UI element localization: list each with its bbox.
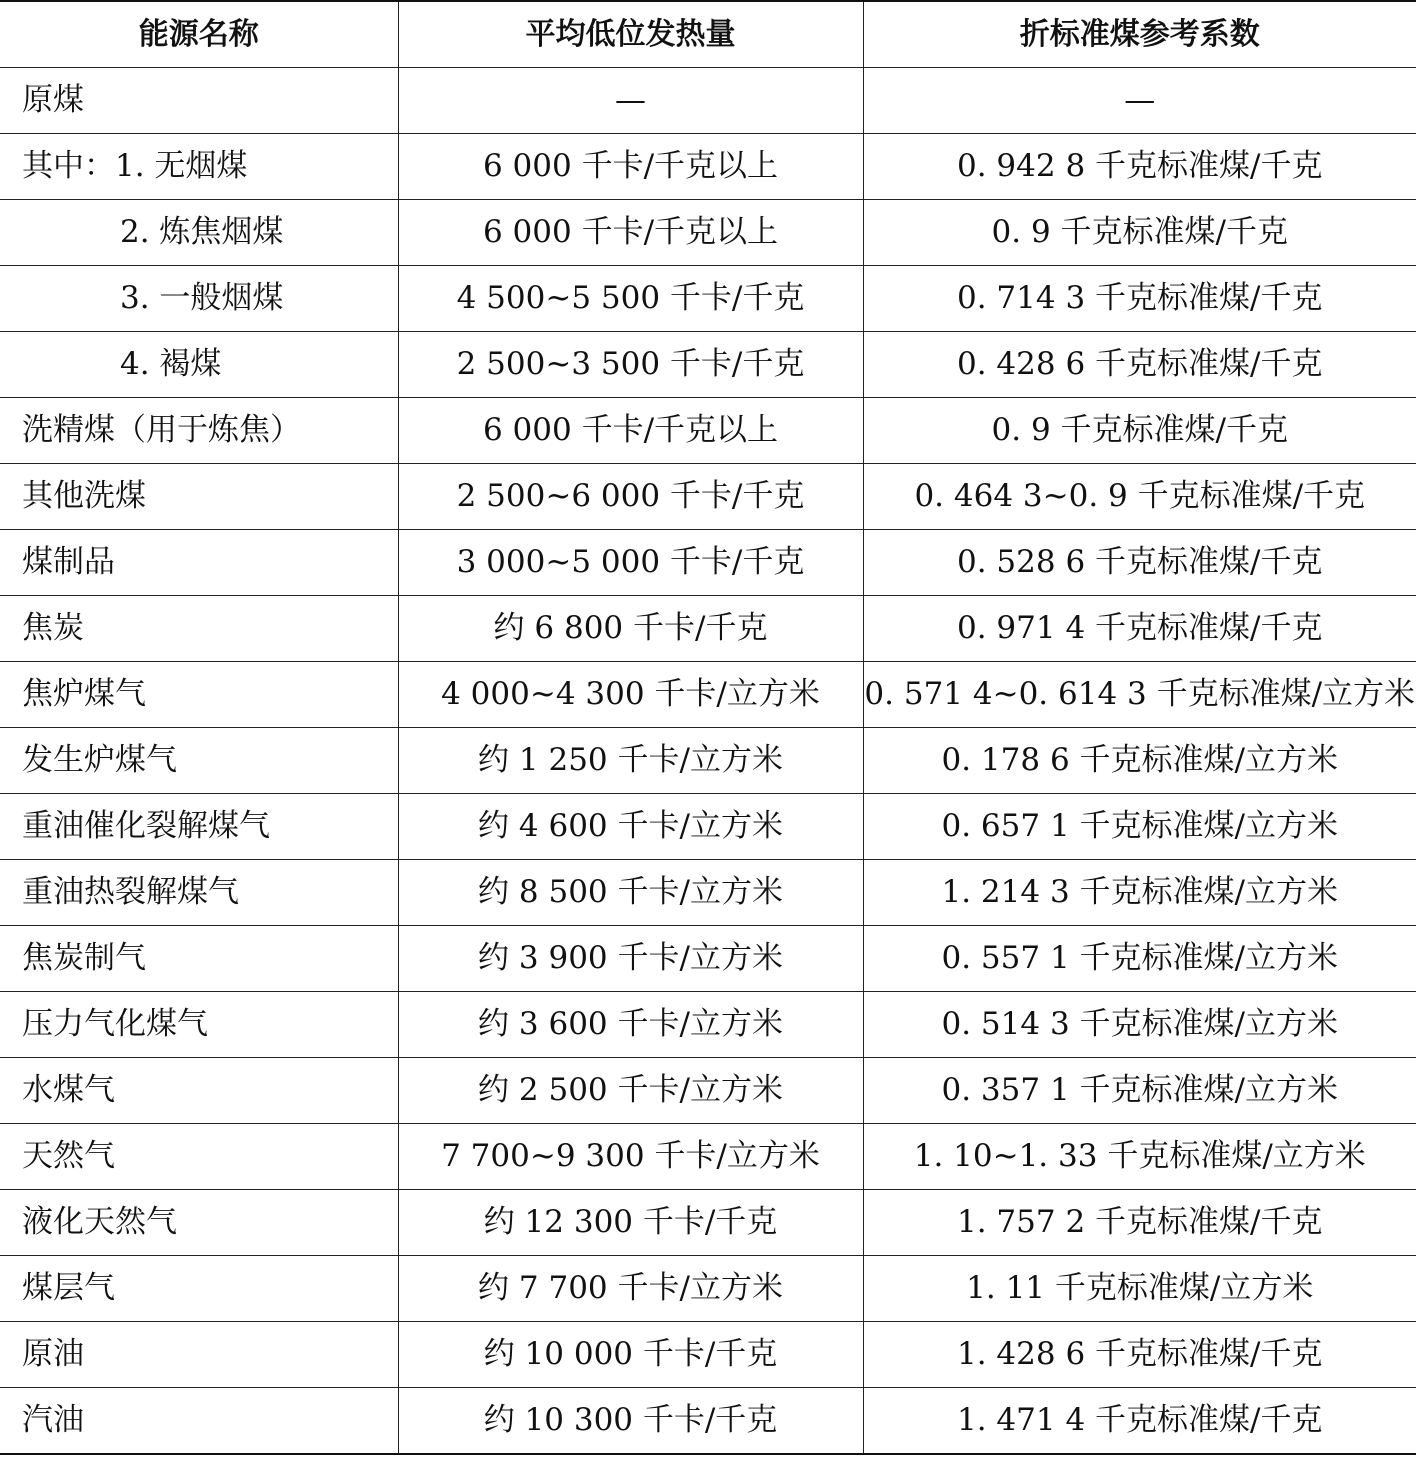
heat-value-cell: 6 000 千卡/千克以上 — [398, 200, 863, 266]
energy-name-cell: 发生炉煤气 — [0, 728, 398, 794]
header-row — [0, 1, 1416, 68]
coefficient-cell: — — [863, 68, 1416, 134]
heat-value-cell: — — [398, 68, 863, 134]
heat-value-cell: 约 12 300 千卡/千克 — [398, 1190, 863, 1256]
table-row — [0, 332, 1416, 398]
coefficient-cell: 0. 971 4 千克标准煤/千克 — [863, 596, 1416, 662]
energy-name-cell: 煤层气 — [0, 1256, 398, 1322]
heat-value-cell: 约 2 500 千卡/立方米 — [398, 1058, 863, 1124]
energy-name-cell: 汽油 — [0, 1388, 398, 1455]
heat-value-cell: 2 500~6 000 千卡/千克 — [398, 464, 863, 530]
heat-value-cell: 4 000~4 300 千卡/立方米 — [398, 662, 863, 728]
energy-name-cell: 液化天然气 — [0, 1190, 398, 1256]
header-coal-coefficient: 折标准煤参考系数 — [863, 1, 1416, 68]
heat-value-cell: 约 3 600 千卡/立方米 — [398, 992, 863, 1058]
table-row — [0, 728, 1416, 794]
coefficient-cell: 0. 942 8 千克标准煤/千克 — [863, 134, 1416, 200]
energy-name-cell: 4. 褐煤 — [0, 332, 398, 398]
table-body — [0, 68, 1416, 1455]
energy-name-cell: 水煤气 — [0, 1058, 398, 1124]
energy-name-cell: 3. 一般烟煤 — [0, 266, 398, 332]
coefficient-cell: 0. 514 3 千克标准煤/立方米 — [863, 992, 1416, 1058]
heat-value-cell: 约 4 600 千卡/立方米 — [398, 794, 863, 860]
energy-name-cell: 其中：1. 无烟煤 — [0, 134, 398, 200]
table-row — [0, 68, 1416, 134]
table-row — [0, 992, 1416, 1058]
energy-name-cell: 焦炭制气 — [0, 926, 398, 992]
table-row — [0, 530, 1416, 596]
heat-value-cell: 6 000 千卡/千克以上 — [398, 398, 863, 464]
energy-name-cell: 洗精煤（用于炼焦） — [0, 398, 398, 464]
heat-value-cell: 6 000 千卡/千克以上 — [398, 134, 863, 200]
coefficient-cell: 1. 10~1. 33 千克标准煤/立方米 — [863, 1124, 1416, 1190]
energy-name-cell: 其他洗煤 — [0, 464, 398, 530]
heat-value-cell: 7 700~9 300 千卡/立方米 — [398, 1124, 863, 1190]
heat-value-cell: 约 10 300 千卡/千克 — [398, 1388, 863, 1455]
energy-name-cell: 重油热裂解煤气 — [0, 860, 398, 926]
heat-value-cell: 4 500~5 500 千卡/千克 — [398, 266, 863, 332]
table-row — [0, 398, 1416, 464]
table-row — [0, 134, 1416, 200]
coefficient-cell: 1. 757 2 千克标准煤/千克 — [863, 1190, 1416, 1256]
coefficient-cell: 0. 428 6 千克标准煤/千克 — [863, 332, 1416, 398]
energy-name-cell: 焦炭 — [0, 596, 398, 662]
coefficient-cell: 0. 9 千克标准煤/千克 — [863, 398, 1416, 464]
energy-name-cell: 原油 — [0, 1322, 398, 1388]
energy-name-cell: 煤制品 — [0, 530, 398, 596]
heat-value-cell: 约 3 900 千卡/立方米 — [398, 926, 863, 992]
table-row — [0, 1058, 1416, 1124]
energy-name-cell: 2. 炼焦烟煤 — [0, 200, 398, 266]
energy-name-cell: 焦炉煤气 — [0, 662, 398, 728]
coefficient-cell: 0. 357 1 千克标准煤/立方米 — [863, 1058, 1416, 1124]
heat-value-cell: 约 1 250 千卡/立方米 — [398, 728, 863, 794]
table-row — [0, 1190, 1416, 1256]
header-avg-heat-value: 平均低位发热量 — [398, 1, 863, 68]
heat-value-cell: 2 500~3 500 千卡/千克 — [398, 332, 863, 398]
coefficient-cell: 0. 557 1 千克标准煤/立方米 — [863, 926, 1416, 992]
energy-name-cell: 原煤 — [0, 68, 398, 134]
coefficient-cell: 0. 464 3~0. 9 千克标准煤/千克 — [863, 464, 1416, 530]
table-row — [0, 926, 1416, 992]
table-row — [0, 794, 1416, 860]
heat-value-cell: 约 6 800 千卡/千克 — [398, 596, 863, 662]
coefficient-cell: 1. 11 千克标准煤/立方米 — [863, 1256, 1416, 1322]
heat-value-cell: 3 000~5 000 千卡/千克 — [398, 530, 863, 596]
heat-value-cell: 约 8 500 千卡/立方米 — [398, 860, 863, 926]
table-row — [0, 1322, 1416, 1388]
coefficient-cell: 1. 428 6 千克标准煤/千克 — [863, 1322, 1416, 1388]
coefficient-cell: 0. 178 6 千克标准煤/立方米 — [863, 728, 1416, 794]
table-row — [0, 464, 1416, 530]
table-row — [0, 1388, 1416, 1455]
table-row — [0, 200, 1416, 266]
coefficient-cell: 0. 714 3 千克标准煤/千克 — [863, 266, 1416, 332]
coefficient-cell: 0. 571 4~0. 614 3 千克标准煤/立方米 — [863, 662, 1416, 728]
energy-name-cell: 天然气 — [0, 1124, 398, 1190]
table-row — [0, 662, 1416, 728]
coefficient-cell: 1. 214 3 千克标准煤/立方米 — [863, 860, 1416, 926]
heat-value-cell: 约 10 000 千卡/千克 — [398, 1322, 863, 1388]
coefficient-cell: 0. 657 1 千克标准煤/立方米 — [863, 794, 1416, 860]
table-header — [0, 1, 1416, 68]
table-row — [0, 860, 1416, 926]
coefficient-cell: 0. 9 千克标准煤/千克 — [863, 200, 1416, 266]
energy-name-cell: 压力气化煤气 — [0, 992, 398, 1058]
coefficient-cell: 1. 471 4 千克标准煤/千克 — [863, 1388, 1416, 1455]
energy-name-cell: 重油催化裂解煤气 — [0, 794, 398, 860]
heat-value-cell: 约 7 700 千卡/立方米 — [398, 1256, 863, 1322]
table-row — [0, 1124, 1416, 1190]
coefficient-cell: 0. 528 6 千克标准煤/千克 — [863, 530, 1416, 596]
table-row — [0, 1256, 1416, 1322]
table-row — [0, 266, 1416, 332]
table-row — [0, 596, 1416, 662]
header-energy-name: 能源名称 — [0, 1, 398, 68]
